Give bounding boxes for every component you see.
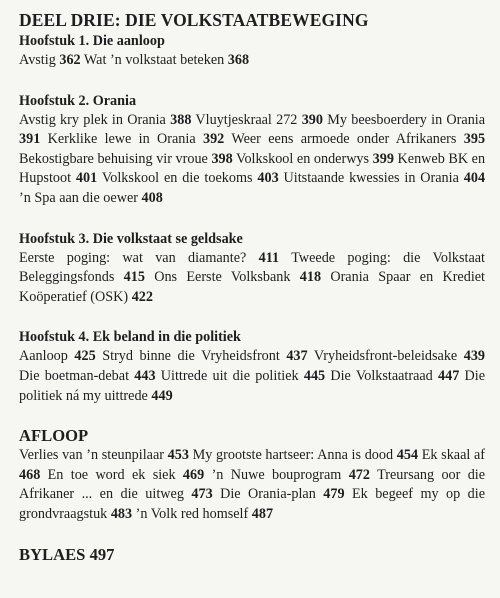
entry-text: Verlies van ’n steunpilaar (19, 447, 164, 464)
entry-text: Die Orania-plan (220, 486, 316, 503)
entry-text: En toe word ek siek (47, 466, 176, 483)
chapter-title: Hoofstuk 2. Orania (19, 92, 137, 109)
chapter-entries (19, 111, 485, 209)
entry-page: 439 (463, 348, 486, 365)
entry-page: 415 (123, 269, 145, 286)
entry-page: 391 (19, 131, 41, 148)
entry-page: 404 (463, 170, 486, 187)
entry-text: Eerste poging: wat van diamante? (19, 249, 247, 266)
chapter-3 (19, 230, 485, 308)
chapter-1 (19, 32, 485, 71)
entry-page: 447 (438, 367, 460, 384)
entry-text: Volkskool en die toekoms (101, 170, 253, 187)
entry-text: Stryd binne die Vryheidsfront (102, 348, 280, 365)
entry-text: Avstig kry plek in Orania (19, 111, 166, 128)
afloop-section (19, 426, 485, 524)
entry-text: Avstig (19, 52, 56, 68)
entry-text: Ons Eerste Volksbank (154, 269, 291, 286)
entry-page: 395 (463, 131, 486, 148)
chapter-2 (19, 92, 485, 209)
entry-page: 437 (286, 348, 308, 365)
entry-page: 449 (151, 387, 173, 404)
entry-page: 479 (323, 486, 345, 503)
bylaes-page: 497 (89, 544, 115, 564)
entry-text: Weer eens armoede onder Afrikaners (231, 131, 457, 148)
entry-text: Aanloop (19, 348, 68, 365)
entry-text: ’n Spa aan die oewer (19, 189, 138, 206)
entry-text: Die politiek ná my uittrede (19, 367, 486, 404)
bylaes-title: BYLAES (19, 544, 86, 564)
afloop-title: AFLOOP (19, 426, 89, 446)
entry-text: Bekostigbare behuising vir vroue (19, 150, 208, 167)
chapter-4 (19, 328, 485, 406)
entry-text: Wat ’n volkstaat beteken (83, 52, 225, 68)
entry-page: 418 (299, 269, 322, 286)
entry-page: 422 (131, 288, 153, 305)
entry-text: Vryheidsfront-beleidsake (313, 348, 458, 365)
entry-page: 399 (372, 150, 394, 167)
entry-page: 388 (170, 111, 192, 128)
entry-page: 454 (396, 447, 419, 464)
bylaes-entry (19, 545, 485, 565)
entry-text: Die Volkstaatraad (330, 367, 433, 384)
entry-page: 445 (303, 367, 326, 384)
chapter-title: Hoofstuk 4. Ek beland in die politiek (19, 329, 241, 346)
entry-text: Tweede poging: die Volkstaat Beleggingsfonds (19, 249, 485, 286)
entry-page: 483 (110, 505, 133, 522)
entry-text: Kenweb BK en Hupstoot (19, 150, 486, 187)
contents-page (19, 10, 485, 565)
entry-text: My grootste hartseer: Anna is dood (192, 447, 394, 464)
entry-text: Uitstaande kwessies in Orania (283, 170, 459, 187)
entry-page: 443 (134, 367, 156, 384)
chapter-entries (19, 347, 485, 406)
entry-page: 408 (141, 189, 163, 206)
afloop-entries (19, 446, 485, 524)
entry-text: Orania Spaar en Krediet Koöperatief (OSK) (19, 269, 486, 305)
chapter-entries (19, 51, 485, 71)
entry-page: 392 (202, 131, 225, 148)
entry-text: My beesboerdery in Orania (327, 111, 486, 128)
entry-page: 487 (251, 505, 274, 522)
entry-page: 390 (301, 111, 323, 128)
entry-page: 472 (348, 466, 370, 483)
chapter-title: Hoofstuk 3. Die volkstaat se geldsake (19, 230, 243, 247)
entry-text: Die boetman-debat (19, 367, 130, 384)
entry-page: 453 (167, 447, 189, 464)
entry-page: 425 (74, 348, 96, 365)
entry-page: 398 (211, 150, 233, 167)
entry-page: 411 (258, 249, 280, 266)
entry-text: Ek begeef my op die grondvraagstuk (19, 486, 485, 522)
chapter-entries (19, 249, 485, 308)
entry-page: 368 (227, 52, 250, 68)
entry-page: 401 (75, 170, 98, 187)
entry-text: Uittrede uit die politiek (160, 367, 299, 384)
entry-text: Volkskool en onderwys (236, 150, 370, 167)
entry-page: 403 (257, 170, 279, 187)
entry-text: Treursang oor die Afrikaner ... en die uitweg (19, 466, 486, 503)
part-title: DEEL DRIE: DIE VOLKSTAATBEWEGING (19, 10, 369, 30)
entry-page: 362 (59, 52, 81, 68)
entry-page: 473 (191, 486, 213, 503)
chapter-title: Hoofstuk 1. Die aanloop (19, 33, 165, 49)
entry-text: ’n Volk red homself (135, 505, 249, 522)
entry-text: Ek skaal af (421, 447, 486, 464)
entry-page: 468 (19, 466, 41, 483)
entry-page: 469 (182, 466, 205, 483)
entry-text: Vluytjeskraal 272 (195, 111, 298, 128)
entry-text: Kerklike lewe in Orania (47, 131, 196, 148)
entry-text: ’n Nuwe bouprogram (211, 466, 342, 483)
